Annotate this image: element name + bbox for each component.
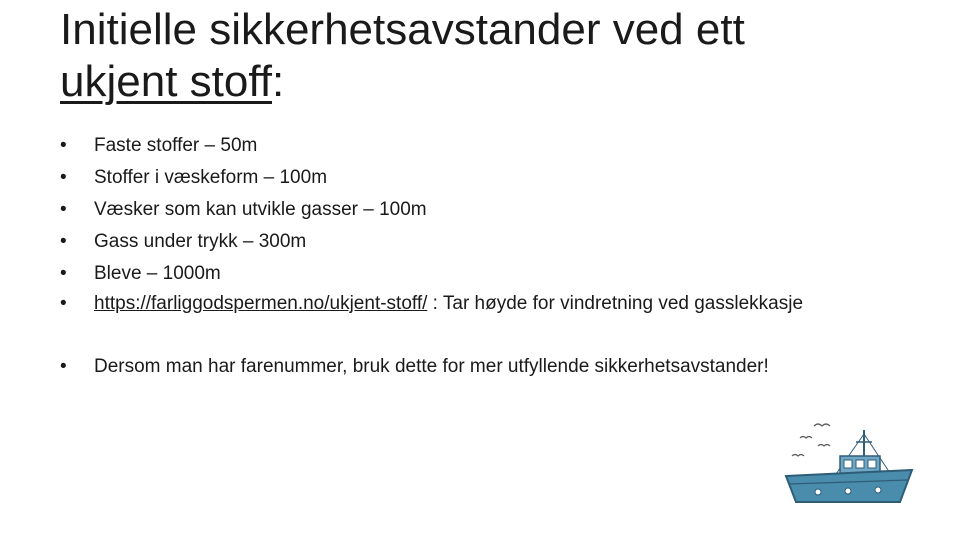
bullet-dot: • — [60, 263, 67, 284]
bullet-item — [60, 258, 920, 290]
fishing-boat-icon — [778, 420, 918, 510]
bullet-text: Dersom man har farenummer, bruk dette for mer utfyllende sikkerhetsavstander! — [94, 356, 769, 377]
title-text: Initielle sikkerhetsavstander ved ett — [60, 5, 745, 54]
bullet-item-link — [60, 290, 920, 317]
bullet-item — [60, 130, 920, 162]
link-description: : Tar høyde for vindretning ved gasslekkasje — [427, 293, 804, 314]
bullet-text: Bleve – 1000m — [94, 263, 221, 284]
bullet-list — [60, 130, 920, 383]
bullet-dot: • — [60, 199, 67, 220]
bullet-dot: • — [60, 135, 67, 156]
bullet-dot: • — [60, 231, 67, 252]
bullet-dot: • — [60, 167, 67, 188]
bullet-item — [60, 351, 920, 383]
bullet-item — [60, 226, 920, 258]
bullet-text: Gass under trykk – 300m — [94, 231, 307, 252]
bullet-dot: • — [60, 293, 67, 314]
bullet-text: Faste stoffer – 50m — [94, 135, 258, 156]
spacer — [60, 317, 920, 351]
bullet-text: Væsker som kan utvikle gasser – 100m — [94, 199, 427, 220]
title-underlined-text: ukjent stoff — [60, 57, 272, 106]
bullet-text: Stoffer i væskeform – 100m — [94, 167, 328, 188]
title-colon: : — [272, 57, 285, 106]
bullet-item — [60, 194, 920, 226]
bullet-dot: • — [60, 356, 67, 377]
slide-title — [60, 4, 940, 108]
bullet-item — [60, 162, 920, 194]
ukjent-stoff-link[interactable]: https://farliggodspermen.no/ukjent-stoff/ — [94, 293, 428, 314]
